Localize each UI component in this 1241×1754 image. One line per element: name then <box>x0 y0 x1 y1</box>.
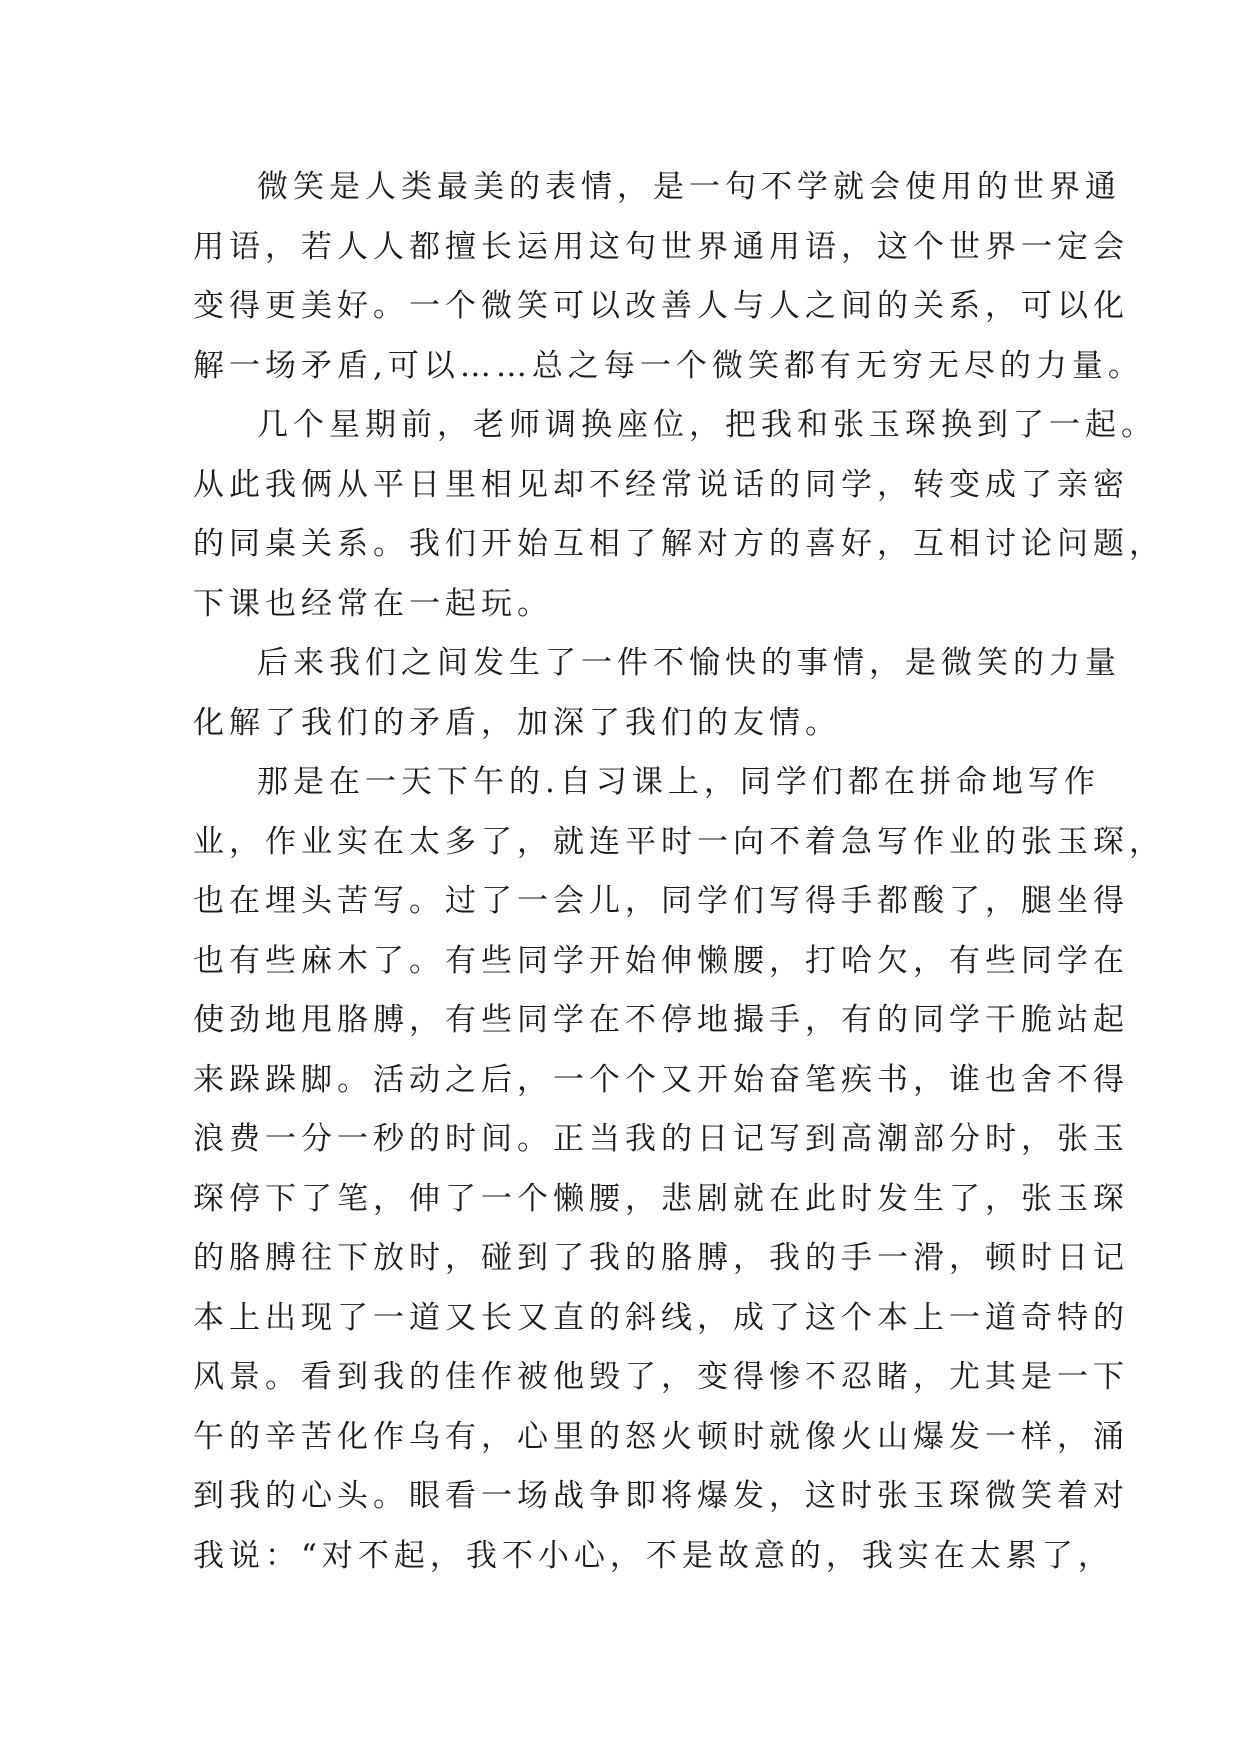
text-line: 业，作业实在太多了，就连平时一向不着急写作业的张玉琛， <box>193 823 1165 860</box>
text-line: 来跺跺脚。活动之后，一个个又开始奋笔疾书，谁也舍不得 <box>193 1061 1129 1098</box>
text-line: 午的辛苦化作乌有，心里的怒火顿时就像火山爆发一样，涌 <box>193 1418 1129 1455</box>
text-line: 到我的心头。眼看一场战争即将爆发，这时张玉琛微笑着对 <box>193 1478 1129 1514</box>
text-line: 那是在一天下午的.自习课上，同学们都在拼命地写作 <box>257 764 1100 800</box>
paragraph <box>193 158 1144 396</box>
text-line: 用语，若人人都擅长运用这句世界通用语，这个世界一定会 <box>193 228 1129 265</box>
text-line: 下课也经常在一起玩。 <box>193 585 553 622</box>
text-line: 琛停下了笔，伸了一个懒腰，悲剧就在此时发生了，张玉琛 <box>193 1180 1129 1217</box>
text-line: 浪费一分一秒的时间。正当我的日记写到高潮部分时，张玉 <box>193 1121 1129 1157</box>
text-line: 我说：“对不起，我不小心，不是故意的，我实在太累了， <box>193 1537 1114 1574</box>
paragraph <box>193 753 1165 1586</box>
text-line: 使劲地甩胳膊，有些同学在不停地撮手，有的同学干脆站起 <box>193 1002 1129 1038</box>
text-line: 的胳膊往下放时，碰到了我的胳膊，我的手一滑，顿时日记 <box>193 1240 1129 1276</box>
text-line: 风景。看到我的佳作被他毁了，变得惨不忍睹，尤其是一下 <box>193 1359 1129 1395</box>
text-line: 从此我俩从平日里相见却不经常说话的同学，转变成了亲密 <box>193 466 1129 503</box>
text-line: 后来我们之间发生了一件不愉快的事情，是微笑的力量 <box>257 645 1121 681</box>
essay-body <box>193 158 1165 1586</box>
text-line: 解一场矛盾,可以……总之每一个微笑都有无穷无尽的力量。 <box>193 347 1144 384</box>
text-line: 本上出现了一道又长又直的斜线，成了这个本上一道奇特的 <box>193 1299 1129 1336</box>
text-line: 化解了我们的矛盾，加深了我们的友情。 <box>193 704 841 741</box>
text-line: 微笑是人类最美的表情，是一句不学就会使用的世界通 <box>257 169 1121 205</box>
paragraph <box>193 634 1121 753</box>
text-line: 也有些麻木了。有些同学开始伸懒腰，打哈欠，有些同学在 <box>193 942 1129 979</box>
text-line: 也在埋头苦写。过了一会儿，同学们写得手都酸了，腿坐得 <box>193 883 1129 919</box>
paragraph <box>193 396 1165 634</box>
text-line: 的同桌关系。我们开始互相了解对方的喜好，互相讨论问题， <box>193 526 1165 562</box>
text-line: 变得更美好。一个微笑可以改善人与人之间的关系，可以化 <box>193 288 1129 324</box>
text-line: 几个星期前，老师调换座位，把我和张玉琛换到了一起。 <box>257 407 1157 443</box>
